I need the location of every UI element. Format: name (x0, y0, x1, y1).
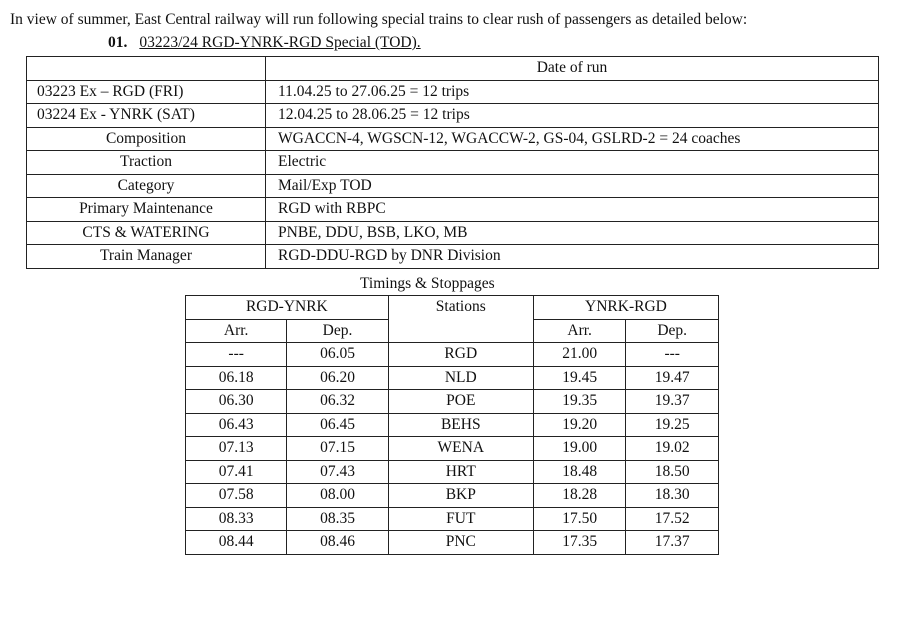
rgd-ynrk-dep-cell: 06.45 (287, 413, 388, 437)
info-value: Electric (266, 151, 879, 175)
rgd-ynrk-arr-cell: 08.33 (186, 507, 287, 531)
station-cell: BEHS (388, 413, 533, 437)
timing-row (186, 507, 719, 531)
info-value: WGACCN-4, WGSCN-12, WGACCW-2, GS-04, GSLRD-2 = 24 coaches (266, 127, 879, 151)
station-cell: HRT (388, 460, 533, 484)
timing-row (186, 460, 719, 484)
timings-caption: Timings & Stoppages (360, 275, 495, 292)
timing-row (186, 531, 719, 555)
group-header-rgd-ynrk: RGD-YNRK (186, 296, 389, 320)
station-cell: NLD (388, 366, 533, 390)
station-cell: WENA (388, 437, 533, 461)
info-label: CTS & WATERING (27, 221, 266, 245)
ynrk-rgd-arr-cell: 18.28 (533, 484, 626, 508)
info-row (27, 104, 879, 128)
station-cell: BKP (388, 484, 533, 508)
arr-header: Arr. (533, 319, 626, 343)
info-row (27, 174, 879, 198)
info-value: RGD with RBPC (266, 198, 879, 222)
ynrk-rgd-dep-cell: 18.50 (626, 460, 719, 484)
rgd-ynrk-dep-cell: 06.20 (287, 366, 388, 390)
ynrk-rgd-dep-cell: 18.30 (626, 484, 719, 508)
rgd-ynrk-dep-cell: 06.32 (287, 390, 388, 414)
timings-table (185, 295, 719, 555)
rgd-ynrk-arr-cell: 08.44 (186, 531, 287, 555)
ynrk-rgd-dep-cell: 17.37 (626, 531, 719, 555)
section-heading (108, 34, 421, 52)
timings-group-header-row (186, 296, 719, 320)
rgd-ynrk-arr-cell: 07.58 (186, 484, 287, 508)
rgd-ynrk-arr-cell: 06.30 (186, 390, 287, 414)
info-row (27, 151, 879, 175)
ynrk-rgd-dep-cell: --- (626, 343, 719, 367)
ynrk-rgd-arr-cell: 19.00 (533, 437, 626, 461)
ynrk-rgd-dep-cell: 19.47 (626, 366, 719, 390)
info-row (27, 198, 879, 222)
station-cell: POE (388, 390, 533, 414)
info-value: RGD-DDU-RGD by DNR Division (266, 245, 879, 269)
info-value: Mail/Exp TOD (266, 174, 879, 198)
info-row (27, 245, 879, 269)
train-info-table (26, 56, 879, 269)
info-label: Traction (27, 151, 266, 175)
info-label: Composition (27, 127, 266, 151)
info-value: 12.04.25 to 28.06.25 = 12 trips (266, 104, 879, 128)
ynrk-rgd-arr-cell: 17.35 (533, 531, 626, 555)
ynrk-rgd-dep-cell: 19.02 (626, 437, 719, 461)
rgd-ynrk-arr-cell: 06.18 (186, 366, 287, 390)
rgd-ynrk-arr-cell: 07.13 (186, 437, 287, 461)
ynrk-rgd-arr-cell: 18.48 (533, 460, 626, 484)
station-cell: FUT (388, 507, 533, 531)
ynrk-rgd-arr-cell: 21.00 (533, 343, 626, 367)
timing-row (186, 343, 719, 367)
section-number: 01. (108, 34, 128, 51)
info-label: Category (27, 174, 266, 198)
rgd-ynrk-dep-cell: 07.15 (287, 437, 388, 461)
ynrk-rgd-arr-cell: 19.20 (533, 413, 626, 437)
info-label: 03223 Ex – RGD (FRI) (27, 80, 266, 104)
rgd-ynrk-arr-cell: 06.43 (186, 413, 287, 437)
info-label: Primary Maintenance (27, 198, 266, 222)
section-title: 03223/24 RGD-YNRK-RGD Special (TOD). (139, 34, 421, 51)
intro-text: In view of summer, East Central railway will run following special trains to clear rush of passengers as detailed below: (10, 11, 748, 28)
info-header-row (27, 57, 879, 81)
ynrk-rgd-arr-cell: 19.45 (533, 366, 626, 390)
stations-header: Stations (388, 296, 533, 343)
info-label: 03224 Ex - YNRK (SAT) (27, 104, 266, 128)
timing-row (186, 366, 719, 390)
station-cell: PNC (388, 531, 533, 555)
rgd-ynrk-dep-cell: 08.00 (287, 484, 388, 508)
timing-row (186, 413, 719, 437)
ynrk-rgd-dep-cell: 19.37 (626, 390, 719, 414)
ynrk-rgd-arr-cell: 19.35 (533, 390, 626, 414)
ynrk-rgd-dep-cell: 19.25 (626, 413, 719, 437)
info-label: Train Manager (27, 245, 266, 269)
rgd-ynrk-arr-cell: --- (186, 343, 287, 367)
timing-row (186, 390, 719, 414)
info-value: PNBE, DDU, BSB, LKO, MB (266, 221, 879, 245)
timing-row (186, 437, 719, 461)
dep-header: Dep. (287, 319, 388, 343)
station-cell: RGD (388, 343, 533, 367)
info-row (27, 221, 879, 245)
rgd-ynrk-arr-cell: 07.41 (186, 460, 287, 484)
info-row (27, 127, 879, 151)
ynrk-rgd-arr-cell: 17.50 (533, 507, 626, 531)
rgd-ynrk-dep-cell: 07.43 (287, 460, 388, 484)
date-of-run-header: Date of run (266, 57, 879, 81)
info-header-blank (27, 57, 266, 81)
group-header-ynrk-rgd: YNRK-RGD (533, 296, 718, 320)
rgd-ynrk-dep-cell: 08.46 (287, 531, 388, 555)
dep-header: Dep. (626, 319, 719, 343)
ynrk-rgd-dep-cell: 17.52 (626, 507, 719, 531)
rgd-ynrk-dep-cell: 06.05 (287, 343, 388, 367)
timing-row (186, 484, 719, 508)
rgd-ynrk-dep-cell: 08.35 (287, 507, 388, 531)
info-row (27, 80, 879, 104)
arr-header: Arr. (186, 319, 287, 343)
info-value: 11.04.25 to 27.06.25 = 12 trips (266, 80, 879, 104)
